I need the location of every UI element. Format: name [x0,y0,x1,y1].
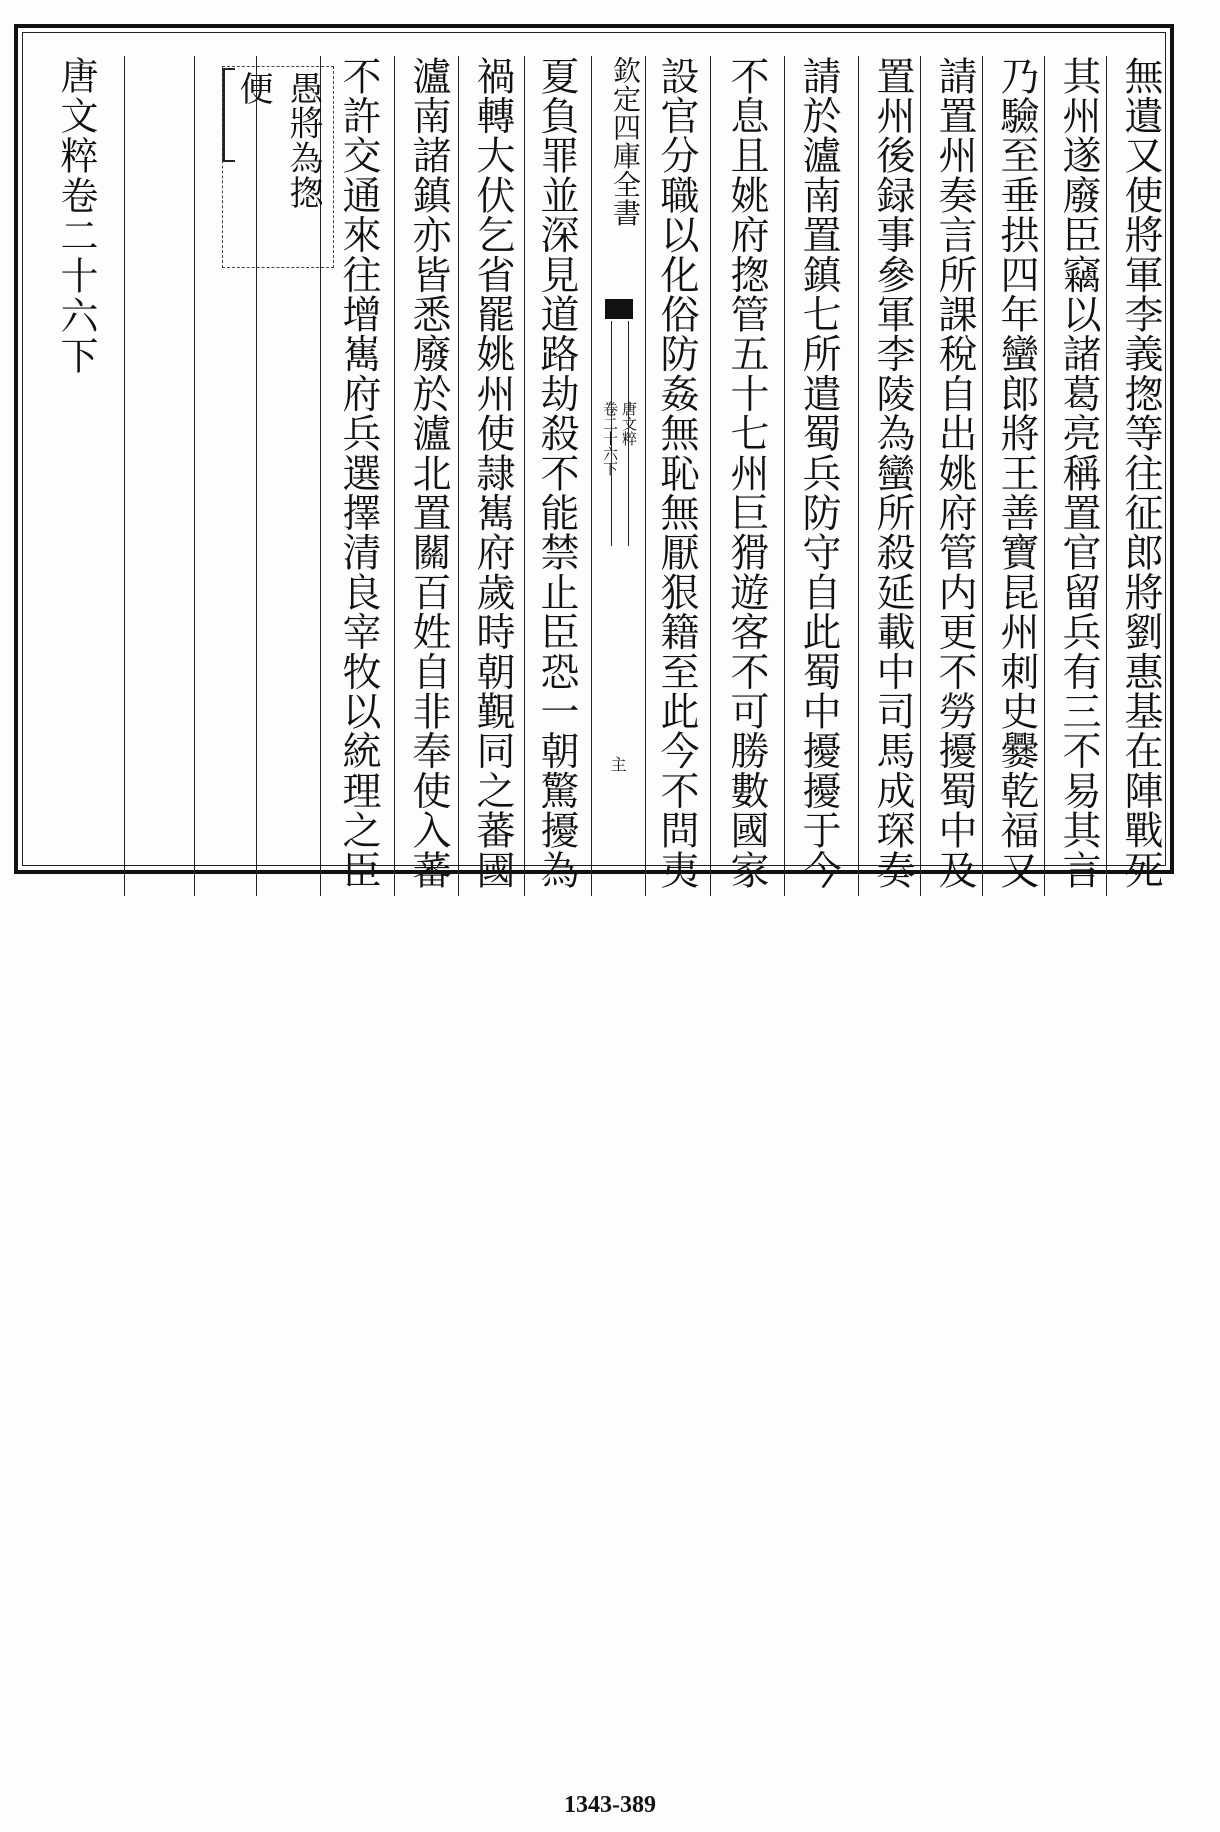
column-rule [920,56,921,896]
page-frame [14,24,1174,890]
text-column-9-content: 夏負罪並深見道路劫殺不能禁止臣恐一朝驚擾為 [534,56,579,890]
text-column-2 [1050,56,1106,896]
text-column-2-content: 其州遂廢臣竊以諸葛亮稱置官留兵有三不易其言 [1056,56,1101,890]
column-rule [256,56,257,896]
column-rule [1106,56,1107,896]
fold-title-block [601,401,637,476]
text-column-11-content: 瀘南諸鎮亦皆悉廢於瀘北置關百姓自非奉使入蕃 [406,56,451,890]
column-rule [784,56,785,896]
fold-fishtail-mark [605,299,633,319]
text-column-5-content: 置州後録事參軍李陵為蠻所殺延載中司馬成琛奏 [870,56,915,890]
column-rule [524,56,525,896]
column-rule [1044,56,1045,896]
column-rule [591,56,592,896]
column-rule [982,56,983,896]
note-bracket [222,68,235,162]
fold-header [597,56,653,231]
column-rule [194,56,195,896]
column-rule [394,56,395,896]
boxed-annotation-line-2 [229,71,277,110]
fold-center-lines [611,321,629,546]
column-rule [645,56,646,896]
fold-page-number-text: 主 [608,756,627,773]
text-column-6-content: 請於瀘南置鎮七所遣蜀兵防守自此蜀中擾擾于今 [796,56,841,890]
text-column-1 [1112,56,1168,896]
text-column-7-content: 不息且姚府揔管五十七州巨猾遊客不可勝數國家 [724,56,769,890]
fold-book-title: 唐文粹 [620,401,638,446]
footer-page-number: 1343-389 [564,1792,656,1818]
chapter-title: 唐文粹卷二十六下 [54,56,98,376]
text-column-10 [464,56,520,896]
column-rule [458,56,459,896]
fold-page-number [607,756,627,777]
text-column-3 [988,56,1044,896]
text-column-1-content: 無遺又使將軍李義揔等往征郎將劉惠基在陣戰死 [1118,56,1163,890]
text-column-6 [790,56,846,896]
text-column-8 [648,56,704,896]
boxed-annotation-text-1: 愚將為揔 [283,71,323,210]
boxed-annotation [222,66,334,268]
text-column-8-content: 設官分職以化俗防姦無恥無厭狠籍至此今不問夷 [654,56,699,890]
column-rule [710,56,711,896]
text-column-4 [926,56,982,896]
text-column-3-content: 乃驗至垂拱四年蠻郎將王善寶昆州刺史爨乾福又 [994,56,1039,890]
chapter-title-column [48,56,104,896]
boxed-annotation-text-2: 便 [233,71,273,106]
text-column-12-content: 不許交通來往增嶲府兵選擇清良宰牧以統理之臣 [336,56,381,890]
fold-header-text: 欽定四庫全書 [609,56,642,227]
text-column-10-content: 禍轉大伏乞省罷姚州使隷嶲府歲時朝覲同之蕃國 [470,56,515,890]
column-rule [124,56,125,896]
text-column-11 [400,56,456,896]
text-column-7 [718,56,774,896]
column-rule [858,56,859,896]
boxed-annotation-line-1 [279,71,327,214]
text-column-9 [528,56,584,896]
fold-volume: 卷二十六下 [601,401,619,476]
text-column-12 [330,56,386,896]
column-rule [320,56,321,896]
text-column-5 [864,56,920,896]
fold-column [593,56,645,896]
text-column-4-content: 請置州奏言所課稅自出姚府管内更不勞擾蜀中及 [932,56,977,890]
